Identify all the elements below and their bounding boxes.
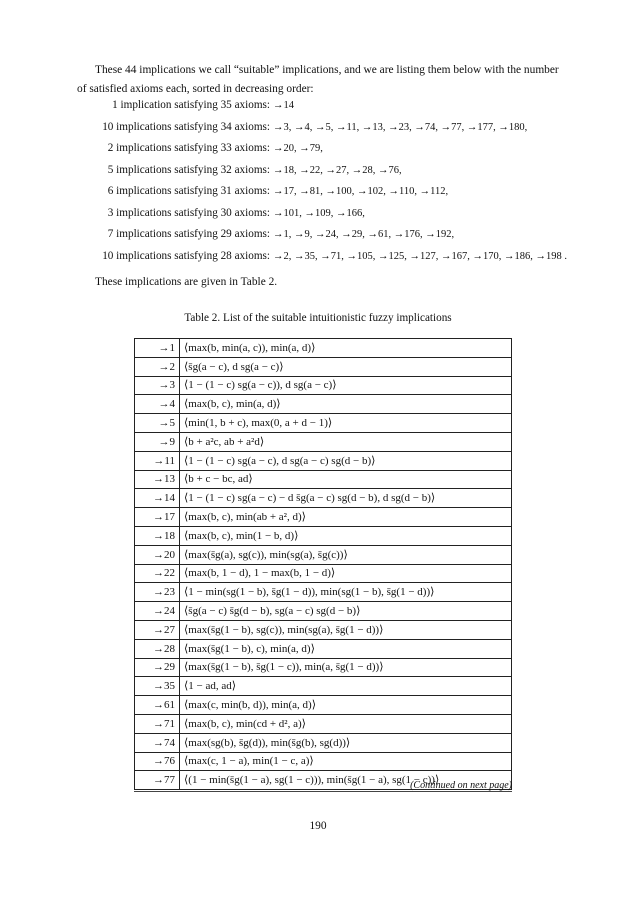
implication-group-arrows: →2, →35, →71, →105, →125, →127, →167, →170, →186, →198 .: [273, 250, 567, 262]
table-row: [135, 339, 512, 358]
table-row: [135, 432, 512, 451]
implication-symbol-cell: →20: [135, 545, 180, 564]
implication-group-label: 3 implications satisfying 30 axioms:: [107, 206, 270, 219]
implication-symbol-cell: →9: [135, 432, 180, 451]
continued-note: (Continued on next page): [410, 780, 512, 791]
table-row: [135, 508, 512, 527]
table-row: [135, 696, 512, 715]
implication-group-label: 6 implications satisfying 31 axioms:: [107, 185, 270, 197]
implication-group-label: 10 implications satisfying 28 axioms:: [102, 249, 270, 262]
table-row: [135, 414, 512, 433]
implication-symbol-cell: →71: [135, 714, 180, 733]
implication-group-arrows: →18, →22, →27, →28, →76,: [273, 164, 402, 176]
table-row: [135, 470, 512, 489]
implication-formula-cell: ⟨max(b, c), min(a, d)⟩: [180, 395, 512, 414]
implication-formula-cell: ⟨max(s̄g(1 − b), sg(c)), min(sg(a), s̄g(1 − d))⟩: [180, 620, 512, 639]
implication-symbol-cell: →28: [135, 639, 180, 658]
table-row: [135, 752, 512, 771]
implication-group-row: [77, 164, 597, 186]
implication-formula-cell: ⟨max(b, min(a, c)), min(a, d)⟩: [180, 339, 512, 358]
implication-group-label: 2 implications satisfying 33 axioms:: [107, 142, 270, 154]
implication-formula-cell: ⟨max(b, 1 − d), 1 − max(b, 1 − d)⟩: [180, 564, 512, 583]
implication-group-label: 7 implications satisfying 29 axioms:: [107, 228, 270, 240]
implication-group-row: [77, 142, 597, 164]
implication-formula-cell: ⟨b + a²c, ab + a²d⟩: [180, 432, 512, 451]
implication-group-arrows: →3, →4, →5, →11, →13, →23, →74, →77, →177, →180,: [273, 121, 528, 133]
implication-formula-cell: ⟨max(c, 1 − a), min(1 − c, a)⟩: [180, 752, 512, 771]
implication-formula-cell: ⟨max(b, c), min(1 − b, d)⟩: [180, 526, 512, 545]
implication-symbol-cell: →4: [135, 395, 180, 414]
implication-symbol-cell: →18: [135, 526, 180, 545]
implication-group-label: 1 implication satisfying 35 axioms:: [112, 99, 270, 111]
implication-symbol-cell: →23: [135, 583, 180, 602]
implication-symbol-cell: →35: [135, 677, 180, 696]
table-row: [135, 376, 512, 395]
implication-formula-cell: ⟨max(s̄g(1 − b), s̄g(1 − c)), min(a, s̄g(1 − d))⟩: [180, 658, 512, 677]
intro-paragraph: These 44 implications we call “suitable” implications, and we are listing them below with the number of satisfied axioms each, sorted in decreasing order:: [77, 64, 559, 95]
implication-formula-cell: ⟨max(c, min(b, d)), min(a, d)⟩: [180, 696, 512, 715]
implication-symbol-cell: →17: [135, 508, 180, 527]
implication-group-arrows: →1, →9, →24, →29, →61, →176, →192,: [273, 229, 455, 240]
table-row: [135, 733, 512, 752]
implication-formula-cell: ⟨s̄g(a − c) s̄g(d − b), sg(a − c) sg(d − b)⟩: [180, 602, 512, 621]
implication-symbol-cell: →61: [135, 696, 180, 715]
implication-group-row: [77, 207, 597, 229]
implication-group-row: [77, 99, 597, 121]
table-row: [135, 583, 512, 602]
table-bottom-rule: [134, 791, 512, 792]
implication-group-row: [77, 121, 597, 143]
implication-formula-cell: ⟨max(b, c), min(cd + d², a)⟩: [180, 714, 512, 733]
table-row: [135, 602, 512, 621]
table-row: [135, 545, 512, 564]
implication-formula-cell: ⟨1 − (1 − c) sg(a − c)), d sg(a − c)⟩: [180, 376, 512, 395]
table-row: [135, 677, 512, 696]
table-row: [135, 658, 512, 677]
table-row: [135, 489, 512, 508]
implication-group-row: [77, 228, 597, 250]
implication-symbol-cell: →29: [135, 658, 180, 677]
implication-formula-cell: ⟨b + c − bc, ad⟩: [180, 470, 512, 489]
table-row: [135, 639, 512, 658]
implication-symbol-cell: →11: [135, 451, 180, 470]
implication-formula-cell: ⟨s̄g(a − c), d sg(a − c)⟩: [180, 357, 512, 376]
implication-symbol-cell: →24: [135, 602, 180, 621]
implication-formula-cell: ⟨1 − (1 − c) sg(a − c) − d s̄g(a − c) sg(d − b), d sg(d − b)⟩: [180, 489, 512, 508]
implication-formula-cell: ⟨1 − min(sg(1 − b), s̄g(1 − d)), min(sg(1 − b), s̄g(1 − d))⟩: [180, 583, 512, 602]
table-row: [135, 357, 512, 376]
implication-group-list: [77, 99, 597, 271]
implication-formula-cell: ⟨(1 − min(s̄g(1 − a), sg(1 − c))), min(s̄g(1 − a), sg(1 − c))⟩: [180, 771, 512, 790]
implication-group-arrows: →101, →109, →166,: [273, 207, 365, 219]
implication-formula-cell: ⟨max(s̄g(1 − b), c), min(a, d)⟩: [180, 639, 512, 658]
implication-group-row: [77, 185, 597, 207]
implication-group-arrows: →20, →79,: [273, 143, 323, 154]
table-caption: Table 2. List of the suitable intuitionistic fuzzy implications: [184, 312, 452, 324]
implication-group-label: 5 implications satisfying 32 axioms:: [107, 163, 270, 176]
implication-formula-cell: ⟨max(b, c), min(ab + a², d)⟩: [180, 508, 512, 527]
implication-symbol-cell: →27: [135, 620, 180, 639]
implication-group-arrows: →17, →81, →100, →102, →110, →112,: [273, 186, 449, 197]
implication-formula-cell: ⟨1 − ad, ad⟩: [180, 677, 512, 696]
implication-symbol-cell: →22: [135, 564, 180, 583]
page-number: 190: [309, 820, 327, 832]
table-row: [135, 526, 512, 545]
implication-symbol-cell: →13: [135, 470, 180, 489]
implication-symbol-cell: →2: [135, 357, 180, 376]
implication-formula-cell: ⟨max(sg(b), s̄g(d)), min(s̄g(b), sg(d))⟩: [180, 733, 512, 752]
table-row: [135, 564, 512, 583]
implication-symbol-cell: →77: [135, 771, 180, 790]
table-row: [135, 395, 512, 414]
implication-symbol-cell: →76: [135, 752, 180, 771]
implication-symbol-cell: →5: [135, 414, 180, 433]
implication-formula-cell: ⟨max(s̄g(a), sg(c)), min(sg(a), s̄g(c))⟩: [180, 545, 512, 564]
implication-symbol-cell: →3: [135, 376, 180, 395]
implication-group-arrows: →14: [273, 100, 294, 111]
table-row: [135, 714, 512, 733]
implication-symbol-cell: →1: [135, 339, 180, 358]
implication-symbol-cell: →74: [135, 733, 180, 752]
implication-formula-cell: ⟨1 − (1 − c) sg(a − c), d sg(a − c) sg(d − b)⟩: [180, 451, 512, 470]
table-row: [135, 451, 512, 470]
table-row: [135, 620, 512, 639]
implication-symbol-cell: →14: [135, 489, 180, 508]
implication-group-row: [77, 250, 597, 272]
implication-group-label: 10 implications satisfying 34 axioms:: [102, 120, 270, 133]
implication-formula-cell: ⟨min(1, b + c), max(0, a + d − 1)⟩: [180, 414, 512, 433]
implications-table: [134, 338, 512, 790]
table-reference-text: These implications are given in Table 2.: [95, 276, 278, 288]
